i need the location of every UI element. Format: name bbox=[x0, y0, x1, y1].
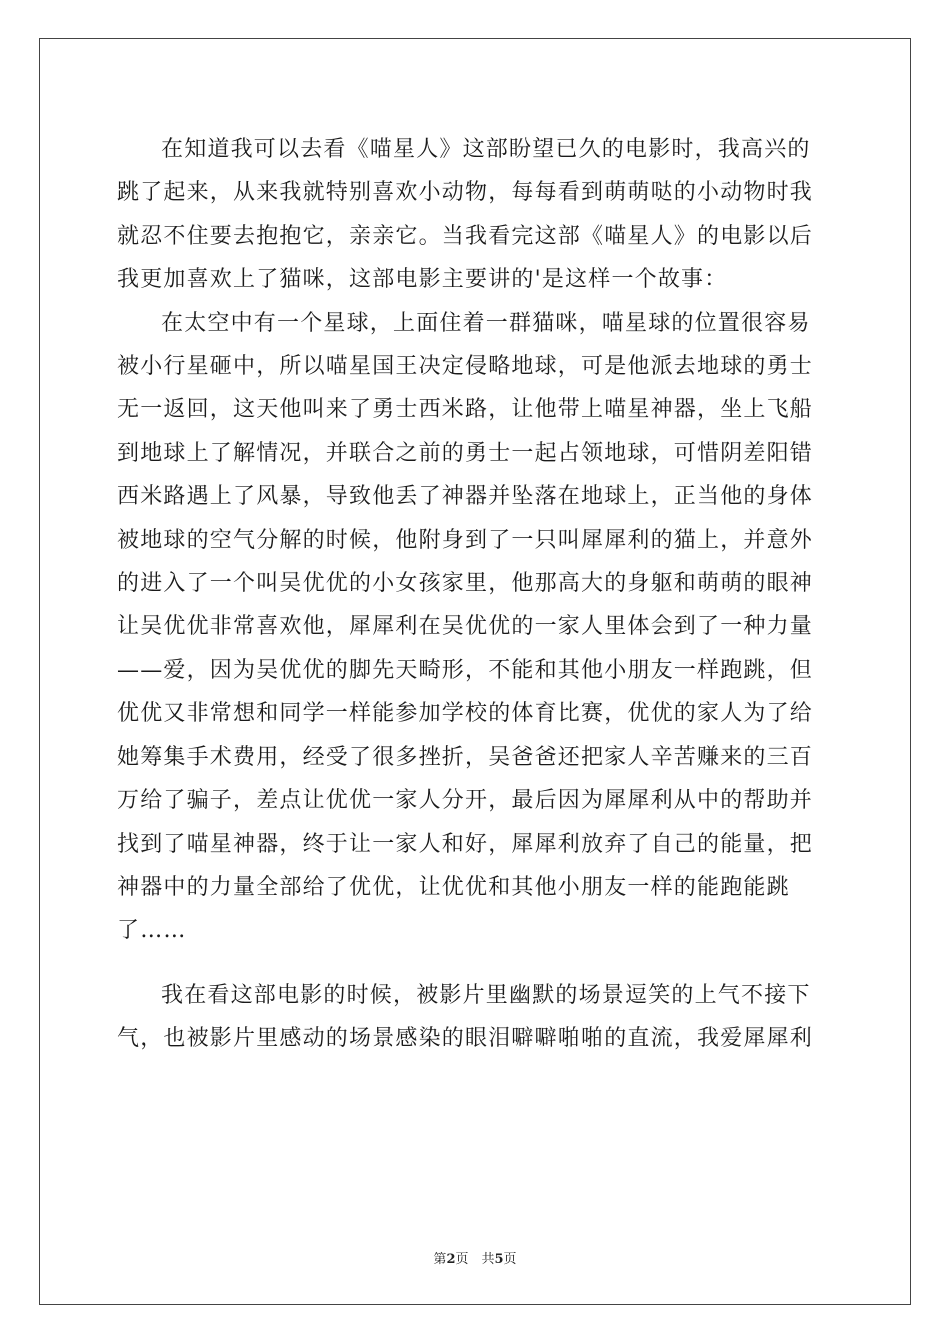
document-body bbox=[117, 128, 833, 1061]
paragraph-2: 在太空中有一个星球，上面住着一群猫咪，喵星球的位置很容易被小行星砸中，所以喵星国王决定侵略地球，可是他派去地球的勇士无一返回，这天他叫来了勇士西米路，让他带上喵星神器，坐上飞船到地球上了解情况，并联合之前的勇士一起占领地球，可惜阴差阳错西米路遇上了风暴，导致他丢了神器并坠落在地球上，正当他的身体被地球的空气分解的时候，他附身到了一只叫犀犀利的猫上，并意外的进入了一个叫吴优优的小女孩家里，他那高大的身躯和萌萌的眼神让吴优优非常喜欢他，犀犀利在吴优优的一家人里体会到了一种力量——爱，因为吴优优的脚先天畸形，不能和其他小朋友一样跑跳，但优优又非常想和同学一样能参加学校的体育比赛，优优的家人为了给她筹集手术费用，经受了很多挫折，吴爸爸还把家人辛苦赚来的三百万给了骗子，差点让优优一家人分开，最后因为犀犀利从中的帮助并找到了喵星神器，终于让一家人和好，犀犀利放弃了自己的能量，把神器中的力量全部给了优优，让优优和其他小朋友一样的能跑能跳了…… bbox=[117, 310, 814, 944]
page-current: 2 bbox=[446, 1252, 456, 1267]
page-mid: 页 共 bbox=[455, 1252, 495, 1267]
page-suffix: 页 bbox=[503, 1252, 517, 1267]
paragraph-1: 在知道我可以去看《喵星人》这部盼望已久的电影时，我高兴的跳了起来，从来我就特别喜欢小动物，每每看到萌萌哒的小动物时我就忍不住要去抱抱它，亲亲它。当我看完这部《喵星人》的电影以后我更加喜欢上了猫咪，这部电影主要讲的'是这样一个故事： bbox=[117, 137, 814, 293]
page-prefix: 第 bbox=[433, 1252, 447, 1267]
paragraph-3: 我在看这部电影的时候，被影片里幽默的场景逗笑的上气不接下气，也被影片里感动的场景感染的眼泪噼噼啪啪的直流，我爱犀犀利 bbox=[117, 982, 814, 1052]
page-footer bbox=[0, 1248, 950, 1267]
page-total: 5 bbox=[494, 1252, 504, 1267]
